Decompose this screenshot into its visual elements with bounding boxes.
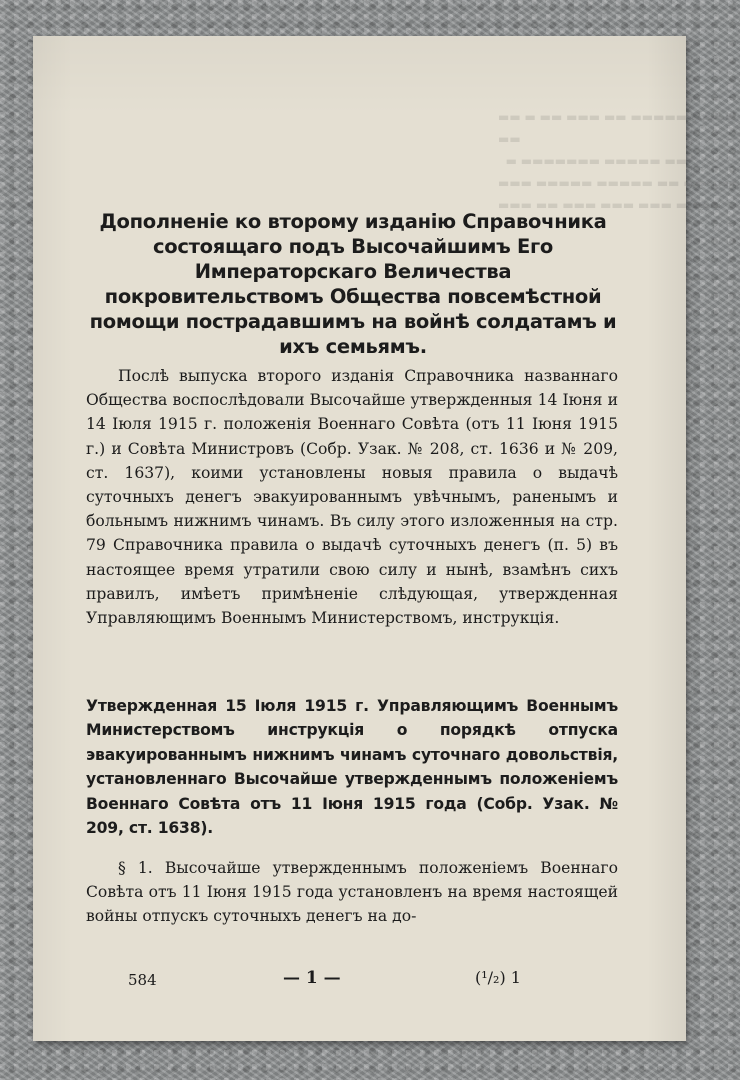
footer-left-number: 584 bbox=[128, 971, 157, 989]
paragraph-section-1: § 1. Высочайше утвержденнымъ положеніемъ Военнаго Совѣта отъ 11 Іюня 1915 года установленъ на время настоящей войны отпускъ суточныхъ денегъ на до- bbox=[86, 859, 618, 926]
document-title: Дополненіе ко второму изданію Справочника состоящаго подъ Высочайшимъ Его Императорскаго Величества покровительствомъ Общества повсемѣстной помощи пострадавшимъ на войнѣ солдатамъ и ихъ семьямъ. bbox=[89, 210, 617, 358]
document-page bbox=[33, 36, 740, 1041]
bleed-through-text: ▬▬ ▬ ▬▬ ▬▬▬ ▬▬ ▬▬▬▬▬ ▬▬▬▬ ▬▬ ▬ ▬▬▬▬▬▬▬ ▬▬▬▬▬ ▬▬ ▬▬▬ ▬▬▬▬▬ ▬▬▬▬▬ ▬▬ ▬▬▬▬▬ ▬▬▬ ▬▬ ▬▬▬ ▬▬▬ ▬▬▬ ▬▬▬▬ bbox=[498, 110, 740, 212]
instruction-heading: Утвержденная 15 Іюля 1915 г. Управляющимъ Военнымъ Министерствомъ инструкція о порядкѣ отпуска эвакуированнымъ нижнимъ чинамъ суточнаго довольствія, установленнаго Высочайше утвержденнымъ положеніемъ Военнаго Совѣта отъ 11 Іюня 1915 года (Собр. Узак. № 209, ст. 1638). bbox=[86, 697, 618, 838]
page-number: — 1 — bbox=[283, 968, 341, 988]
paragraph-intro: Послѣ выпуска второго изданія Справочника названнаго Общества воспослѣдовали Высочайше утвержденныя 14 Іюня и 14 Іюля 1915 г. положенія Военнаго Совѣта (отъ 11 Іюня 1915 г.) и Совѣта Министровъ (Собр. Узак. № 208, ст. 1636 и № 209, ст. 1637), коими установлены новыя правила о выдачѣ суточныхъ денегъ эвакуированнымъ увѣчнымъ, раненымъ и больнымъ нижнимъ чинамъ. Въ силу этого изложенныя на стр. 79 Справочника правила о выдачѣ суточныхъ денегъ (п. 5) въ настоящее время утратили свою силу и нынѣ, взамѣнъ сихъ правилъ, имѣетъ примѣненіе слѣдующая, утвержденная Управляющимъ Военнымъ Министерствомъ, инструкція. bbox=[86, 367, 618, 628]
footer-right-mark: (¹/₂) 1 bbox=[475, 968, 521, 987]
